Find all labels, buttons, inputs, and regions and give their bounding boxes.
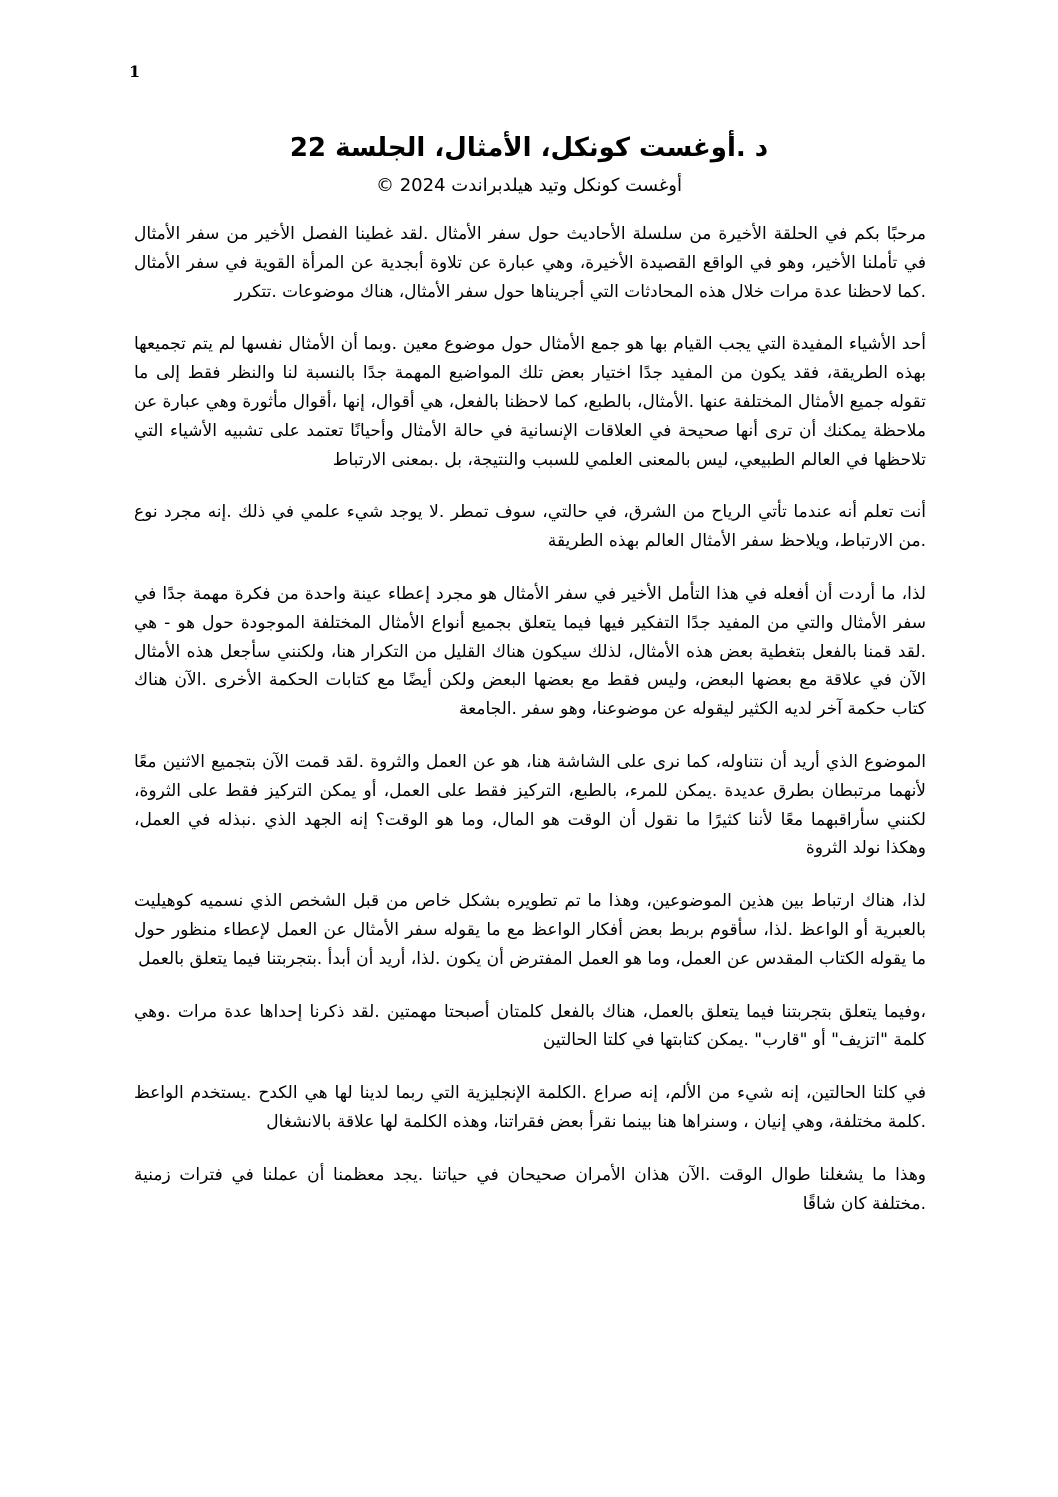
paragraph-3: أنت تعلم أنه عندما تأتي الرياح من الشرق، في حالتي، سوف تمطر .لا يوجد شيء علمي في ذلك .إنه مجرد نوع .من الارتباط، ويلاحظ سفر الأمثال العالم بهذه الطريقة <box>134 502 926 552</box>
page-number: 1 <box>129 62 141 81</box>
paragraph-1: مرحبًا بكم في الحلقة الأخيرة من سلسلة الأحاديث حول سفر الأمثال .لقد غطينا الفصل الأخير من سفر الأمثال في تأملنا الأخير، وهو في الواقع القصيدة الأخيرة، وهي عبارة عن تلاوة أبجدية عن المرأة القوية في سفر الأمثال .كما لاحظنا عدة مرات خلال هذه المحادثات التي أجريناها حول سفر الأمثال، هناك موضوعات .تتكرر <box>134 224 926 302</box>
paragraph-4: لذا، ما أردت أن أفعله في هذا التأمل الأخير في سفر الأمثال هو مجرد إعطاء عينة واحدة من فكرة مهمة جدًا في سفر الأمثال والتي من المفيد جدًا التفكير فيها فيما يتعلق بجميع أنواع الأمثال المختلفة الموجودة حول هو - هي .لقد قمنا بالفعل بتغطية بعض هذه الأمثال، لذلك سيكون هناك القليل من التكرار هنا، ولكنني سأجعل هذه الأمثال الآن في علاقة مع بعضها البعض، وليس فقط مع بعضها البعض ولكن أيضًا مع كتابات الحكمة الأخرى .الآن هناك كتاب حكمة آخر لديه الكثير ليقوله عن موضوعنا، وهو سفر .الجامعة <box>134 583 926 720</box>
paragraph-7: ،وفيما يتعلق بتجربتنا فيما يتعلق بالعمل، هناك بالفعل كلمتان أصبحتا مهمتين .لقد ذكرنا إحداها عدة مرات .وهي كلمة "اتزيف" أو "قارب" .يمكن كتابتها في كلتا الحالتين <box>134 1001 926 1051</box>
paragraph-8: في كلتا الحالتين، إنه شيء من الألم، إنه صراع .الكلمة الإنجليزية التي ربما لدينا لها هي الكدح .يستخدم الواعظ .كلمة مختلفة، وهي إنيان ، وسنراها هنا بينما نقرأ بعض فقراتنا، وهذه الكلمة لها علاقة بالانشغال <box>134 1083 926 1132</box>
paragraph-2: أحد الأشياء المفيدة التي يجب القيام بها هو جمع الأمثال حول موضوع معين .وبما أن الأمثال نفسها لم يتم تجميعها بهذه الطريقة، فقد يكون من المفيد جدًا اختيار بعض تلك المواضيع المهمة جدًا بالنسبة لنا والنظر فقط إلى ما تقوله جميع الأمثال المختلفة عنها .الأمثال، بالطبع، كما لاحظنا بالفعل، هي أقوال، إنها ،أقوال مأثورة وهي عبارة عن ملاحظة يمكنك أن ترى أنها صحيحة في العلاقات الإنسانية في حالة الأمثال وأحيانًا تعتمد على تشبيه الأشياء التي تلاحظها في العالم الطبيعي، ليس بالمعنى العلمي للسبب والنتيجة، بل .بمعنى الارتباط <box>134 334 926 470</box>
document-subtitle: أوغست كونكل وتيد هيلدبراندت 2024 © <box>376 175 682 196</box>
document-title: د .أوغست كونكل، الأمثال، الجلسة 22 <box>289 133 769 163</box>
paragraph-5: الموضوع الذي أريد أن نتناوله، كما نرى على الشاشة هنا، هو عن العمل والثروة .لقد قمت الآن بتجميع الاثنين معًا لأنهما مرتبطان بطرق عديدة .يمكن للمرء، بالطبع، التركيز فقط على العمل، أو يمكن التركيز فقط على الثروة، لكنني سأراقبهما معًا لأننا كثيرًا ما نقول أن الوقت هو المال، وما هو الوقت؟ إنه الجهد الذي .نبذله في العمل، وهكذا نولد الثروة <box>134 751 926 859</box>
paragraph-6: لذا، هناك ارتباط بين هذين الموضوعين، وهذا ما تم تطويره بشكل خاص من قبل الشخص الذي نسميه كوهيليت بالعبرية أو الواعظ .لذا، سأقوم بربط بعض أفكار الواعظ مع ما يقوله سفر الأمثال عن العمل لإعطاء منظور حول ما يقوله الكتاب المقدس عن العمل، وما هو العمل المفترض أن يكون .لذا، أريد أن أبدأ .بتجربتنا فيما يتعلق بالعمل <box>134 891 926 969</box>
document-body <box>134 220 926 1242</box>
paragraph-9: وهذا ما يشغلنا طوال الوقت .الآن هذان الأمران صحيحان في حياتنا .يجد معظمنا أن عملنا في فترات زمنية .مختلفة كان شاقًا <box>134 1164 926 1214</box>
